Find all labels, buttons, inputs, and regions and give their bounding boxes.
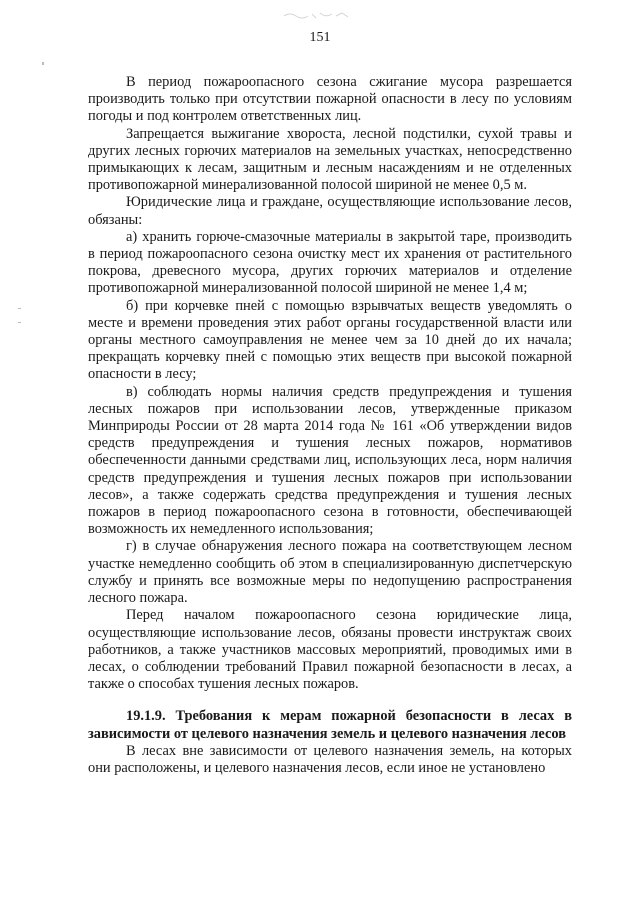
list-item-a: а) хранить горюче-смазочные материалы в закрытой таре, производить в период пожароопасного сезона очистку мест их хранения от растительного покрова, древесного мусора, других горючих материалов и отделение противопожарной минерализованной полосой шириной не менее 1,4 м;	[88, 228, 572, 297]
scan-edge-mark	[18, 308, 21, 309]
faint-stamp-mark	[282, 10, 352, 20]
list-item-c: в) соблюдать нормы наличия средств предупреждения и тушения лесных пожаров при использовании лесов, утвержденные приказом Минприроды России от 28 марта 2014 года № 161 «Об утверждении видов средств предупреждения и тушения лесных пожаров, нормативов обеспеченности данными средствами лиц, использующих леса, норм наличия средств предупреждения и тушения лесных пожаров при использовании лесов», а также содержать средства предупреждения и тушения лесных пожаров в период пожароопасного сезона в готовности, обеспечивающей возможность их немедленного использования;	[88, 383, 572, 538]
list-item-d: г) в случае обнаружения лесного пожара на соответствующем лесном участке немедленно сообщить об этом в специализированную диспетчерскую службу и принять все возможные меры по недопущению распространения лесного пожара.	[88, 538, 572, 607]
list-item-b: б) при корчевке пней с помощью взрывчатых веществ уведомлять о месте и времени проведения этих работ органы государственной власти или органы местного самоуправления не менее чем за 10 дней до их начала; прекращать корчевку пней с помощью этих веществ при высокой пожарной опасности в лесу;	[88, 297, 572, 383]
section-heading: 19.1.9. Требования к мерам пожарной безопасности в лесах в зависимости от целевого назначения земель и целевого назначения лесов	[88, 708, 572, 742]
page-number: 151	[309, 30, 331, 45]
paragraph: Юридические лица и граждане, осуществляющие использование лесов, обязаны:	[88, 194, 572, 228]
paragraph: Перед началом пожароопасного сезона юридические лица, осуществляющие использование лесов, обязаны провести инструктаж своих работников, а также участников массовых мероприятий, проводимых ими в лесах, о соблюдении требований Правил пожарной безопасности в лесах, а также о способах тушения лесных пожаров.	[88, 607, 572, 693]
paragraph: Запрещается выжигание хвороста, лесной подстилки, сухой травы и других лесных горючих материалов на земельных участках, непосредственно примыкающих к лесам, защитным и лесным насаждениям и не отделенных противопожарной минерализованной полосой шириной не менее 0,5 м.	[88, 125, 572, 194]
document-body	[88, 74, 572, 777]
paragraph: В лесах вне зависимости от целевого назначения земель, на которых они расположены, и целевого назначения лесов, если иное не установлено	[88, 742, 572, 776]
scan-edge-mark	[42, 62, 44, 65]
scan-edge-mark	[18, 322, 21, 323]
paragraph: В период пожароопасного сезона сжигание мусора разрешается производить только при отсутствии пожарной опасности в лесу по условиям погоды и под контролем ответственных лиц.	[88, 74, 572, 125]
